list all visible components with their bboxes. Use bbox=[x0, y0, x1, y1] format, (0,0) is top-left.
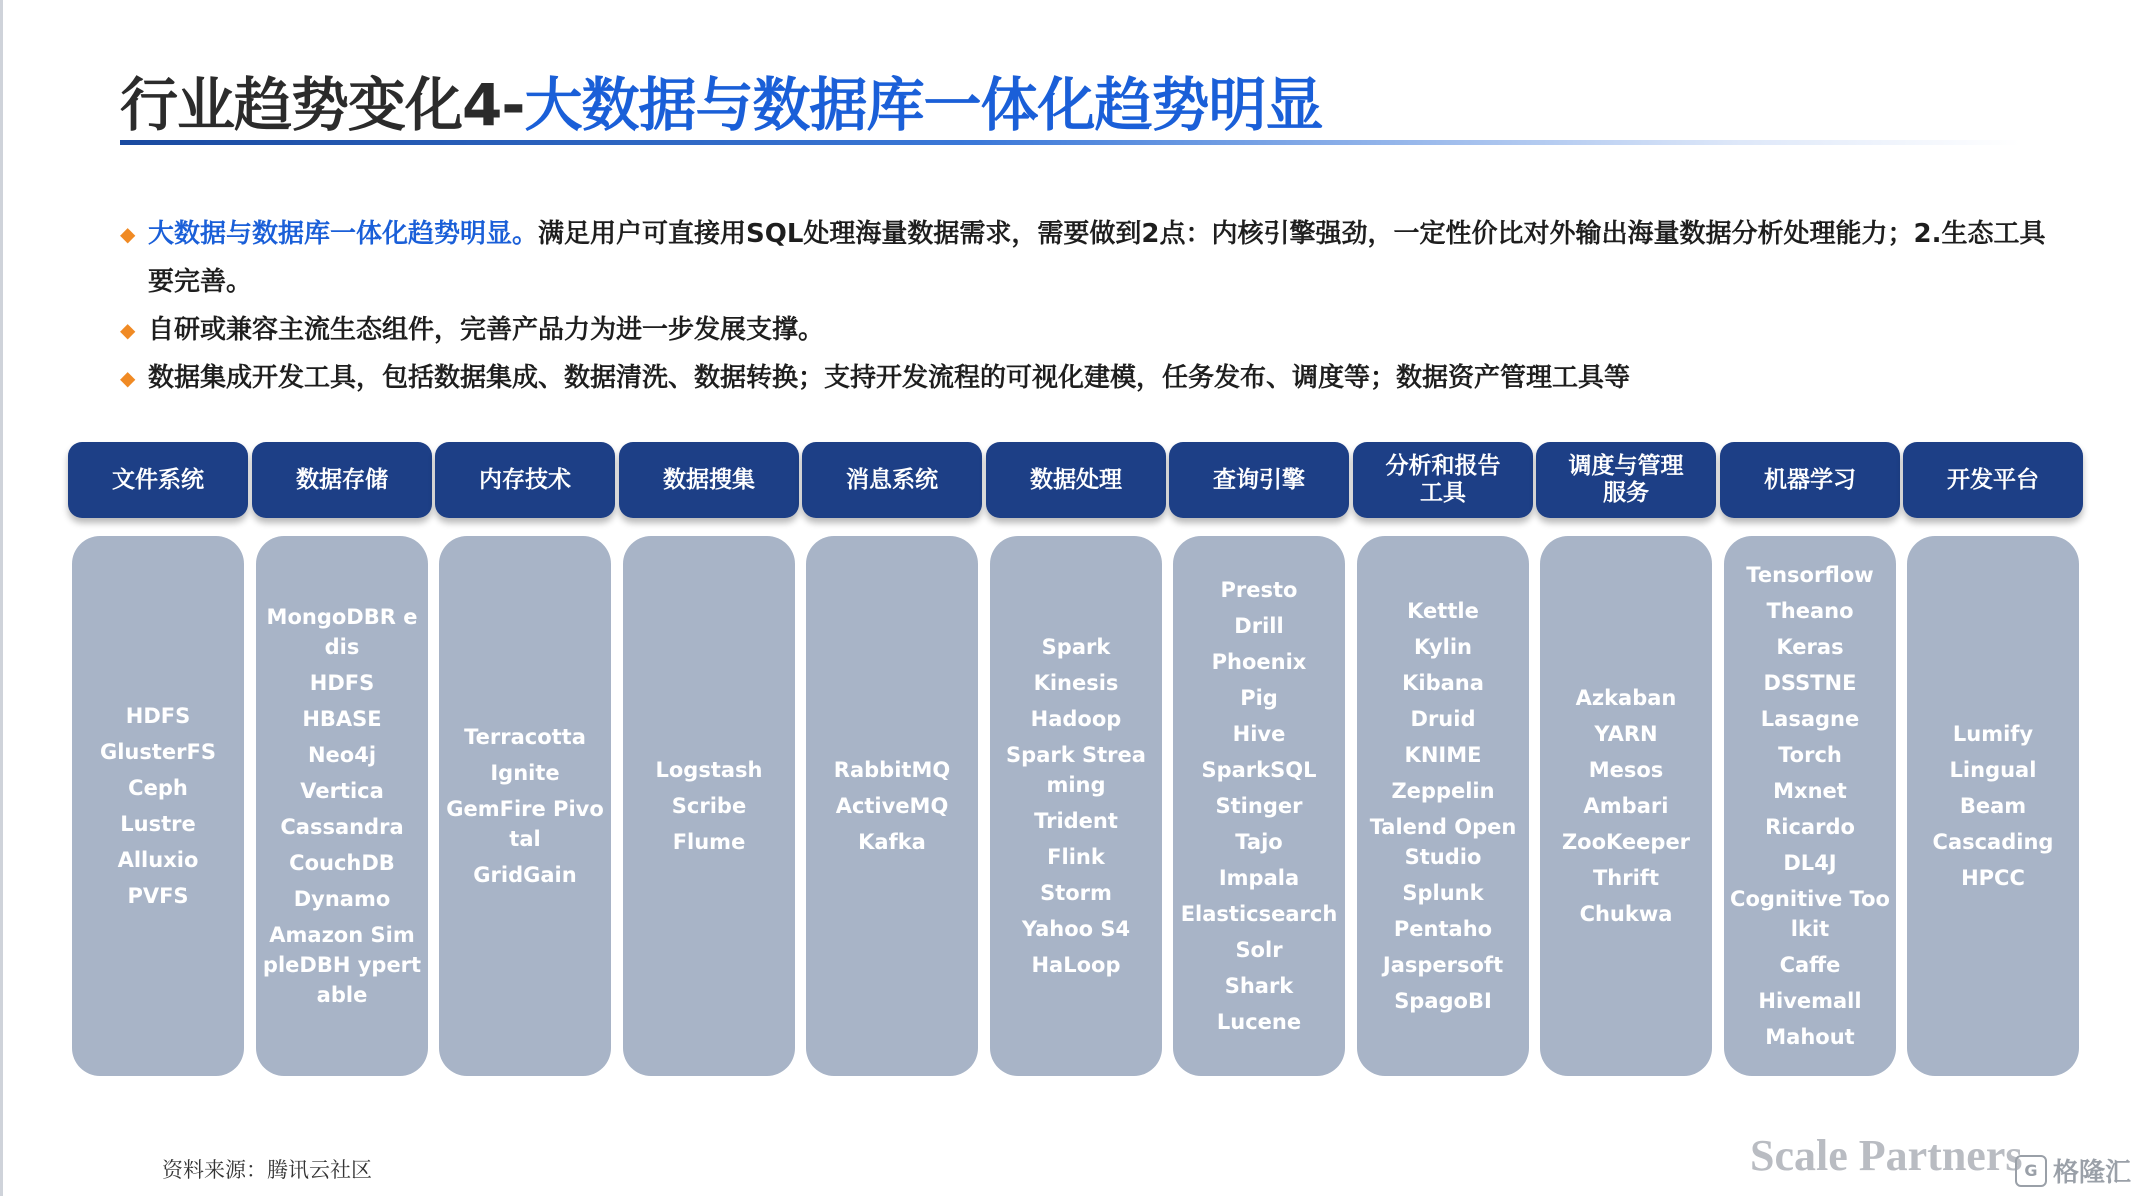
category-item: Hivemall bbox=[1758, 989, 1862, 1013]
category-item: HDFS bbox=[309, 671, 375, 695]
category-item: SpagoBI bbox=[1394, 989, 1492, 1013]
title-underline bbox=[120, 140, 2020, 145]
category-column bbox=[986, 442, 1166, 1078]
category-item: HBASE bbox=[302, 707, 382, 731]
category-item: Yahoo S4 bbox=[1021, 917, 1131, 941]
category-item: ActiveMQ bbox=[835, 794, 949, 818]
category-item: Talend Open Studio bbox=[1369, 815, 1517, 869]
category-item: Logstash bbox=[655, 758, 763, 782]
category-header: 机器学习 bbox=[1720, 442, 1900, 518]
category-item: Splunk bbox=[1402, 881, 1484, 905]
category-column bbox=[619, 442, 799, 1078]
category-item: Tajo bbox=[1235, 830, 1283, 854]
category-item: Cascading bbox=[1932, 830, 2054, 854]
category-item: Presto bbox=[1220, 578, 1298, 602]
category-item: Azkaban bbox=[1575, 686, 1677, 710]
category-item: PVFS bbox=[127, 884, 189, 908]
category-item: Jaspersoft bbox=[1382, 953, 1504, 977]
category-item: MongoDBR edis bbox=[266, 605, 418, 659]
category-item: ZooKeeper bbox=[1561, 830, 1691, 854]
category-items bbox=[256, 536, 428, 1076]
category-item: Chukwa bbox=[1579, 902, 1673, 926]
category-column bbox=[1169, 442, 1349, 1078]
category-items bbox=[623, 536, 795, 1076]
category-item: Lucene bbox=[1216, 1010, 1302, 1034]
category-item: Hadoop bbox=[1030, 707, 1122, 731]
category-item: Kibana bbox=[1402, 671, 1484, 695]
category-item: Neo4j bbox=[307, 743, 377, 767]
category-item: Lingual bbox=[1949, 758, 2037, 782]
diamond-bullet-icon: ◆ bbox=[120, 318, 136, 342]
diamond-bullet-icon: ◆ bbox=[120, 222, 136, 246]
category-item: Cognitive Toolkit bbox=[1730, 887, 1890, 941]
category-item: Solr bbox=[1235, 938, 1283, 962]
category-item: Pentaho bbox=[1393, 917, 1493, 941]
category-header: 分析和报告 工具 bbox=[1353, 442, 1533, 518]
category-item: CouchDB bbox=[289, 851, 395, 875]
category-item: HPCC bbox=[1961, 866, 2025, 890]
category-items bbox=[1540, 536, 1712, 1076]
brand-logo: Scale Partners bbox=[1750, 1131, 2023, 1180]
category-column bbox=[435, 442, 615, 1078]
title-highlight: 大数据与数据库一体化趋势明显 bbox=[524, 71, 1323, 139]
category-item: KNIME bbox=[1404, 743, 1482, 767]
bullet-text: 数据集成开发工具，包括数据集成、数据清洗、数据转换；支持开发流程的可视化建模，任务发布、调度等；数据资产管理工具等 bbox=[148, 363, 1631, 393]
category-item: Beam bbox=[1959, 794, 2027, 818]
slide-left-edge bbox=[0, 0, 3, 1196]
category-column bbox=[802, 442, 982, 1078]
category-item: Keras bbox=[1776, 635, 1844, 659]
category-item: Pig bbox=[1240, 686, 1278, 710]
category-item: Flume bbox=[672, 830, 746, 854]
category-item: DSSTNE bbox=[1763, 671, 1857, 695]
category-item: SparkSQL bbox=[1201, 758, 1317, 782]
category-header: 查询引擎 bbox=[1169, 442, 1349, 518]
category-item: Cassandra bbox=[280, 815, 404, 839]
category-item: Zeppelin bbox=[1391, 779, 1495, 803]
category-item: Thrift bbox=[1592, 866, 1659, 890]
category-column bbox=[1720, 442, 1900, 1078]
category-item: Terracotta bbox=[464, 725, 586, 749]
category-items bbox=[1907, 536, 2079, 1076]
category-item: Kafka bbox=[858, 830, 926, 854]
category-item: Flink bbox=[1047, 845, 1105, 869]
title-prefix: 行业趋势变化4- bbox=[120, 71, 525, 139]
watermark bbox=[2015, 1152, 2131, 1189]
category-item: Mxnet bbox=[1773, 779, 1847, 803]
category-item: Hive bbox=[1232, 722, 1286, 746]
category-item: Stinger bbox=[1215, 794, 1303, 818]
watermark-text: 格隆汇 bbox=[2053, 1158, 2132, 1188]
category-item: Drill bbox=[1234, 614, 1284, 638]
bullet-text: 自研或兼容主流生态组件，完善产品力为进一步发展支撑。 bbox=[148, 315, 825, 345]
category-item: Lumify bbox=[1952, 722, 2034, 746]
category-item: Lasagne bbox=[1760, 707, 1860, 731]
category-column bbox=[1353, 442, 1533, 1078]
category-items bbox=[990, 536, 1162, 1076]
bullet-item bbox=[120, 210, 2050, 306]
category-item: Kinesis bbox=[1033, 671, 1119, 695]
category-item: GlusterFS bbox=[100, 740, 216, 764]
category-item: Ceph bbox=[128, 776, 188, 800]
bullet-item bbox=[120, 354, 2050, 402]
category-item: Shark bbox=[1224, 974, 1294, 998]
ecosystem-columns bbox=[68, 442, 2084, 1078]
bullet-text: 满足用户可直接用SQL处理海量数据需求，需要做到2点：内核引擎强劲，一定性价比对外输出海量数据分析处理能力；2.生态工具要完善。 bbox=[148, 219, 2046, 297]
category-column bbox=[1903, 442, 2083, 1078]
category-item: Vertica bbox=[300, 779, 384, 803]
category-item: Ignite bbox=[490, 761, 560, 785]
category-item: Spark bbox=[1041, 635, 1111, 659]
category-item: Mesos bbox=[1588, 758, 1664, 782]
category-item: GemFire Pivotal bbox=[446, 797, 604, 851]
category-header: 消息系统 bbox=[802, 442, 982, 518]
category-item: Phoenix bbox=[1211, 650, 1307, 674]
category-items bbox=[806, 536, 978, 1076]
category-header: 调度与管理 服务 bbox=[1536, 442, 1716, 518]
source-note: 资料来源：腾讯云社区 bbox=[162, 1158, 372, 1182]
category-item: Amazon SimpleDBH ypertable bbox=[262, 923, 422, 1007]
category-items bbox=[1724, 536, 1896, 1076]
category-header: 数据搜集 bbox=[619, 442, 799, 518]
diamond-bullet-icon: ◆ bbox=[120, 366, 136, 390]
category-item: Alluxio bbox=[117, 848, 199, 872]
bullet-item bbox=[120, 306, 2050, 354]
category-column bbox=[1536, 442, 1716, 1078]
category-item: Kettle bbox=[1407, 599, 1479, 623]
category-item: DL4J bbox=[1783, 851, 1837, 875]
category-item: YARN bbox=[1594, 722, 1658, 746]
bullet-lead: 大数据与数据库一体化趋势明显。 bbox=[148, 219, 539, 249]
category-item: Theano bbox=[1766, 599, 1854, 623]
category-item: Impala bbox=[1218, 866, 1300, 890]
category-item: Druid bbox=[1410, 707, 1476, 731]
category-item: HDFS bbox=[125, 704, 191, 728]
category-header: 数据存储 bbox=[252, 442, 432, 518]
watermark-logo-icon: G bbox=[2015, 1155, 2047, 1187]
slide-title bbox=[120, 58, 1322, 142]
category-column bbox=[252, 442, 432, 1078]
category-header: 开发平台 bbox=[1903, 442, 2083, 518]
bullet-list bbox=[120, 210, 2050, 402]
category-item: Scribe bbox=[671, 794, 747, 818]
category-header: 文件系统 bbox=[68, 442, 248, 518]
category-header: 内存技术 bbox=[435, 442, 615, 518]
category-item: Ricardo bbox=[1765, 815, 1855, 839]
category-item: Lustre bbox=[120, 812, 196, 836]
category-items bbox=[439, 536, 611, 1076]
category-item: Storm bbox=[1040, 881, 1112, 905]
category-item: Dynamo bbox=[293, 887, 391, 911]
category-items bbox=[1173, 536, 1345, 1076]
category-item: Caffe bbox=[1779, 953, 1841, 977]
category-items bbox=[72, 536, 244, 1076]
category-column bbox=[68, 442, 248, 1078]
category-item: HaLoop bbox=[1031, 953, 1121, 977]
category-item: Kylin bbox=[1414, 635, 1472, 659]
category-items bbox=[1357, 536, 1529, 1076]
category-item: RabbitMQ bbox=[833, 758, 951, 782]
category-item: Ambari bbox=[1583, 794, 1669, 818]
category-item: GridGain bbox=[473, 863, 577, 887]
category-item: Tensorflow bbox=[1746, 563, 1874, 587]
category-item: Mahout bbox=[1765, 1025, 1855, 1049]
category-item: Trident bbox=[1034, 809, 1118, 833]
category-item: Torch bbox=[1778, 743, 1842, 767]
category-header: 数据处理 bbox=[986, 442, 1166, 518]
category-item: Elasticsearch bbox=[1180, 902, 1338, 926]
category-item: Spark Streaming bbox=[1006, 743, 1146, 797]
